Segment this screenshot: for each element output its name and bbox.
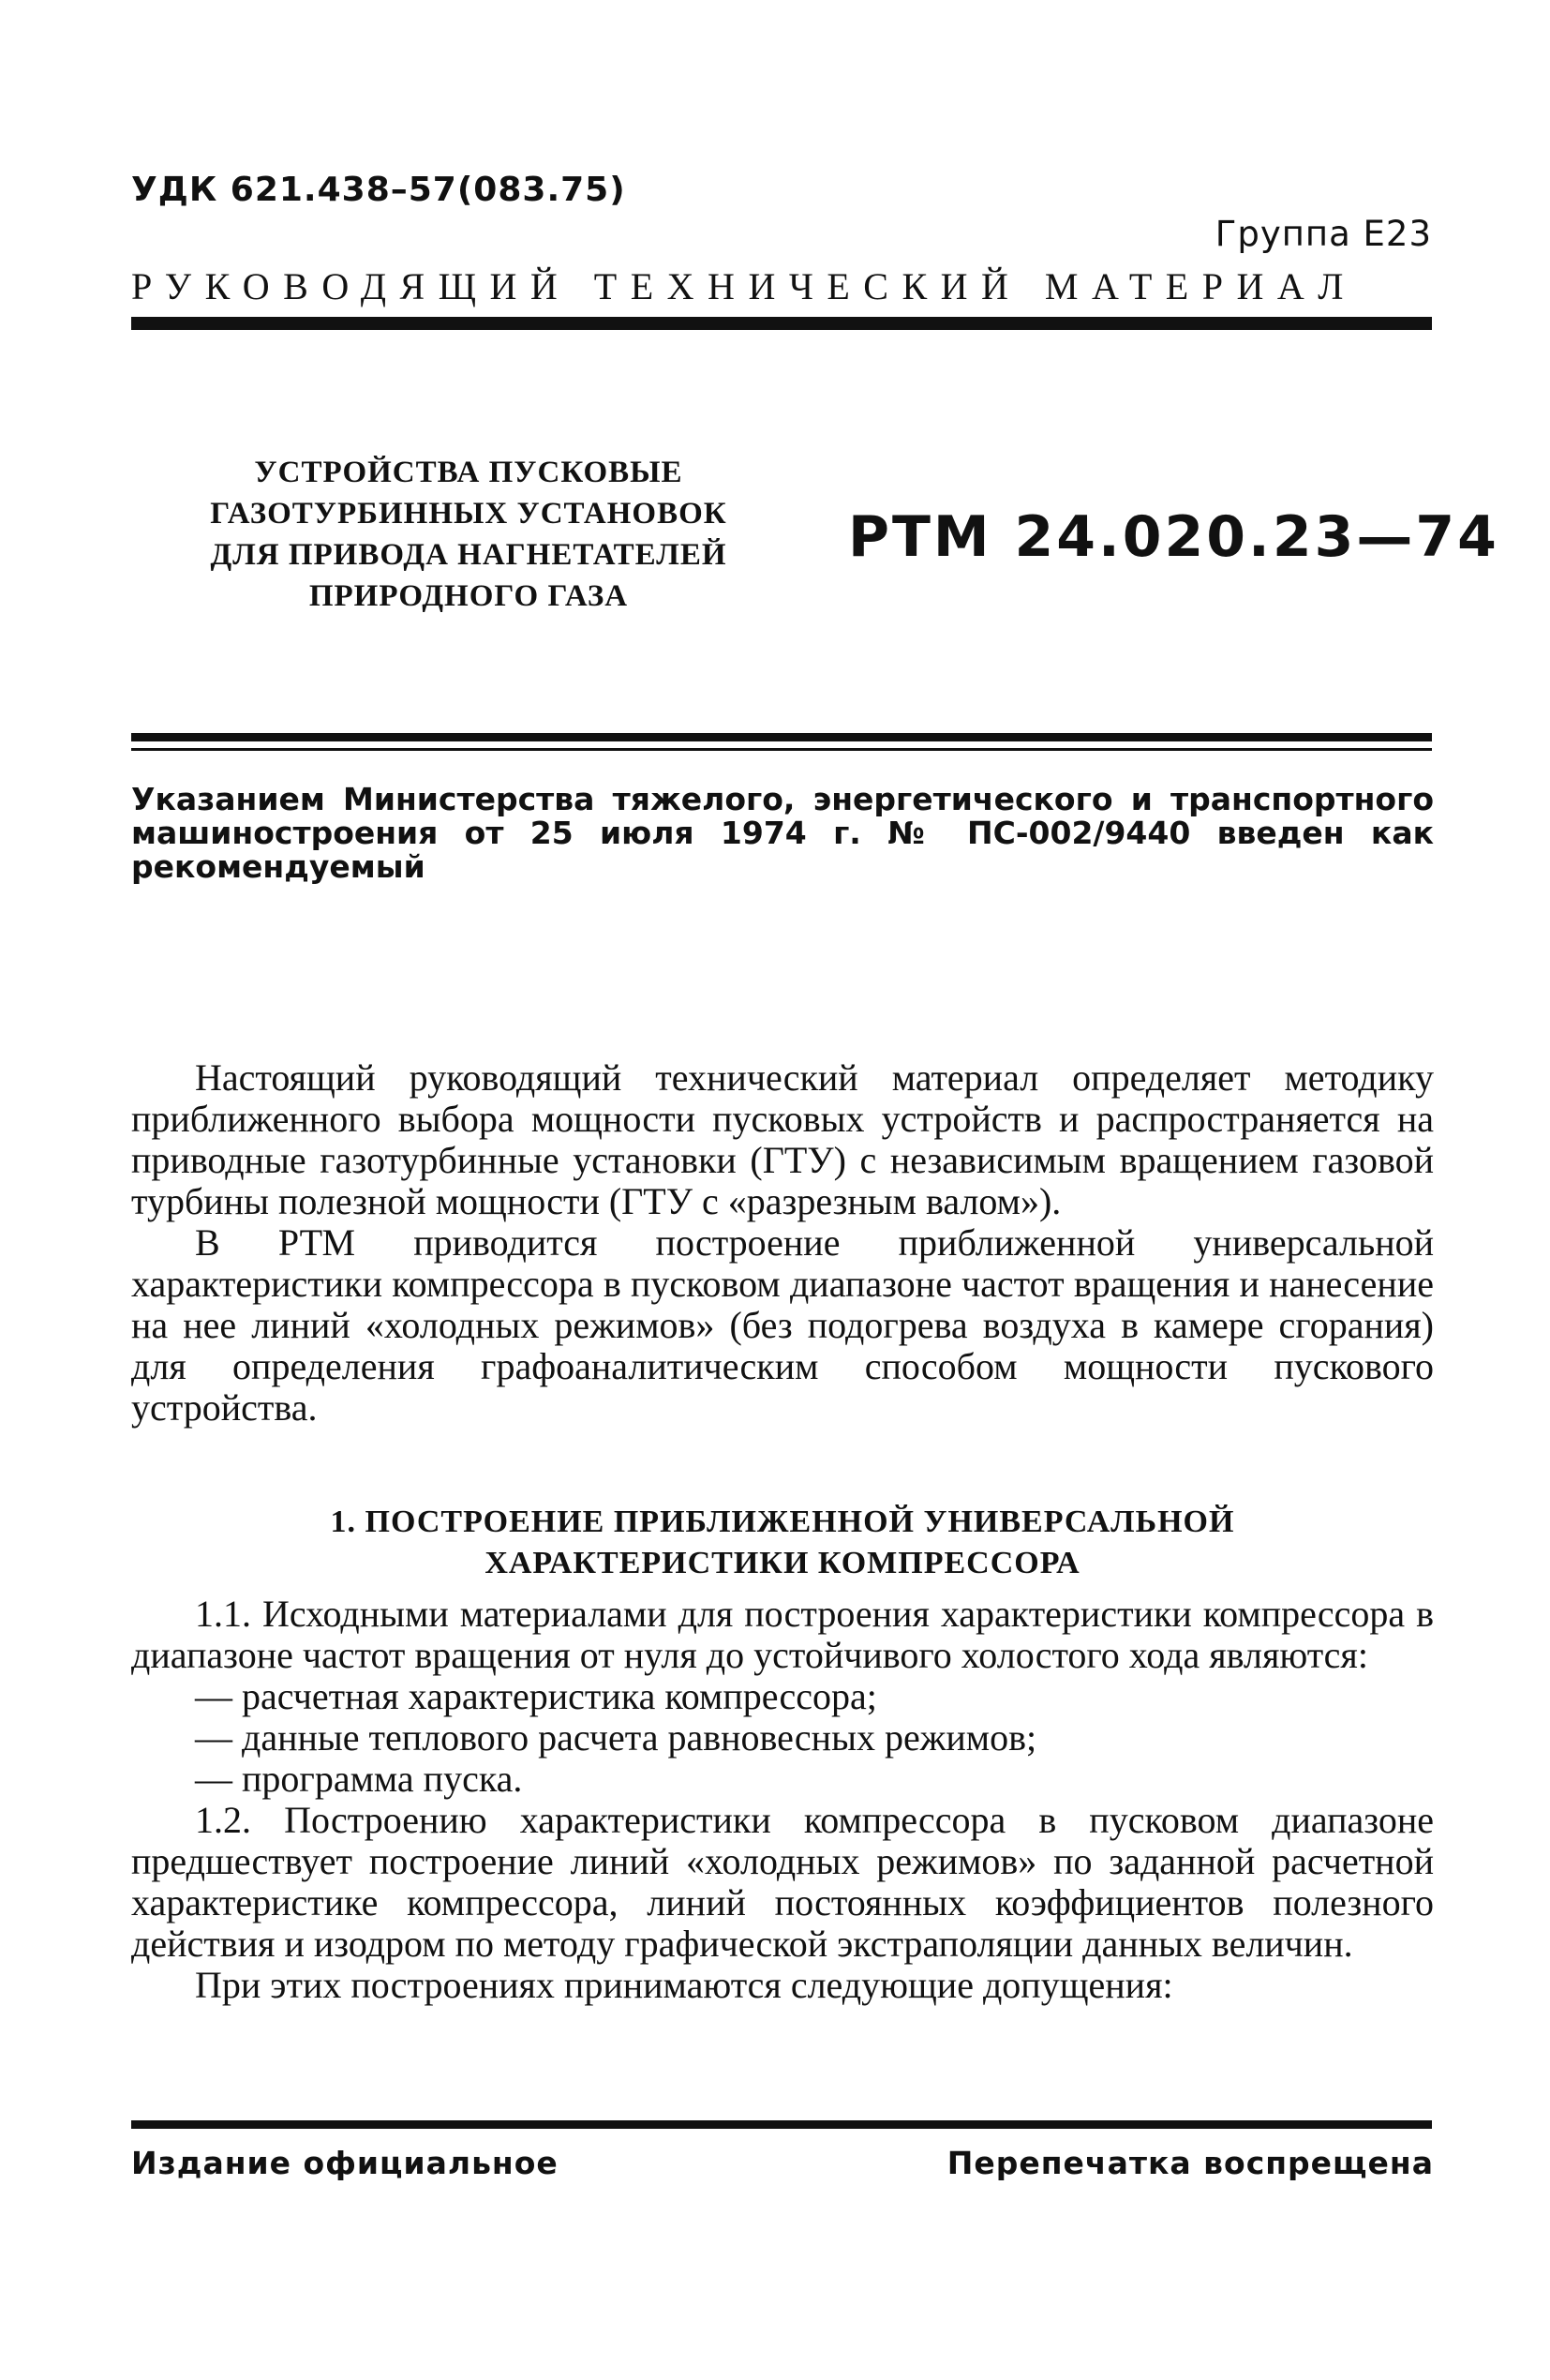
title-line-1: УСТРОЙСТВА ПУСКОВЫЕ	[254, 456, 683, 489]
decree-text: Указанием Министерства тяжелого, энергетического и транспортного машиностроения от 25 июля 1974 г. № ПС-002/9440 введен как рекомендуемый	[131, 781, 1434, 885]
list-item: — программа пуска.	[195, 1758, 523, 1800]
footer-reprint-notice: Перепечатка воспрещена	[946, 2145, 1434, 2181]
section-1-heading-line-2: ХАРАКТЕРИСТИКИ КОМПРЕССОРА	[484, 1546, 1081, 1580]
footer-edition: Издание официальное	[131, 2145, 559, 2181]
udk-code: УДК 621.438–57(083.75)	[131, 171, 626, 209]
title-rule-top	[131, 733, 1432, 741]
header-rule	[131, 317, 1432, 330]
document-type-heading: РУКОВОДЯЩИЙ ТЕХНИЧЕСКИЙ МАТЕРИАЛ	[131, 265, 1357, 307]
title-rule-bottom	[131, 748, 1432, 751]
title-line-2: ГАЗОТУРБИННЫХ УСТАНОВОК	[210, 497, 727, 531]
paragraph-assumptions: При этих построениях принимаются следующие допущения:	[195, 1964, 1173, 2006]
intro-paragraph-1: Настоящий руководящий технический материал определяет методику приближенного выбора мощности пусковых устройств и распространяется на приводные газотурбинные установки (ГТУ) с независимым вращением газовой турбины полезной мощности (ГТУ с «разрезным валом»).	[131, 1056, 1434, 1222]
list-item: — расчетная характеристика компрессора;	[195, 1675, 877, 1717]
group-code: Группа Е23	[1215, 214, 1432, 254]
paragraph-1-2: 1.2. Построению характеристики компрессора в пусковом диапазоне предшествует построение линий «холодных режимов» по заданной расчетной характеристике компрессора, линий постоянных коэффициентов полезного действия и изодром по методу графической экстраполяции данных величин.	[131, 1799, 1434, 1965]
title-line-4: ПРИРОДНОГО ГАЗА	[308, 579, 629, 613]
intro-paragraph-2: В РТМ приводится построение приближенной универсальной характеристики компрессора в пусковом диапазоне частот вращения и нанесение на нее линий «холодных режимов» (без подогрева воздуха в камере сгорания) для определения графоаналитическим способом мощности пускового устройства.	[131, 1221, 1434, 1429]
title-line-3: ДЛЯ ПРИВОДА НАГНЕТАТЕЛЕЙ	[210, 538, 727, 572]
document-number: РТМ 24.020.23—74	[848, 504, 1499, 570]
document-title	[150, 452, 787, 617]
paragraph-1-1: 1.1. Исходными материалами для построения характеристики компрессора в диапазоне частот вращения от нуля до устойчивого холостого хода являются:	[131, 1593, 1434, 1676]
footer-rule	[131, 2120, 1432, 2129]
list-item: — данные теплового расчета равновесных режимов;	[195, 1716, 1037, 1759]
section-1-body	[131, 1594, 1434, 2006]
section-1-heading	[131, 1502, 1434, 1584]
intro-section	[131, 1057, 1434, 1429]
section-1-heading-line-1: 1. ПОСТРОЕНИЕ ПРИБЛИЖЕННОЙ УНИВЕРСАЛЬНОЙ	[330, 1504, 1235, 1539]
